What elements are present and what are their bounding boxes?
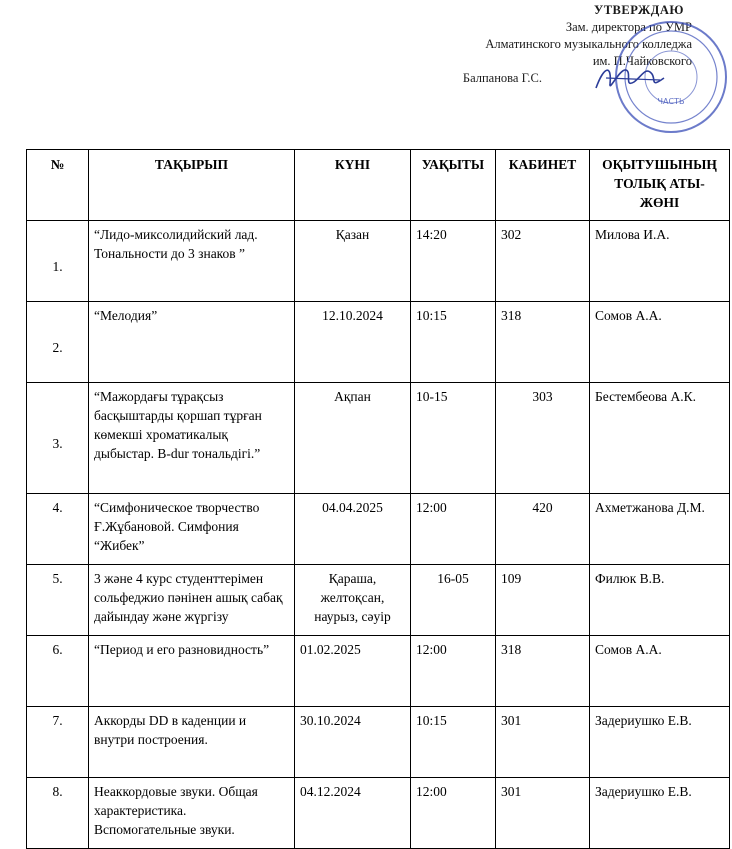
row-time: 16-05 <box>411 565 496 636</box>
row-topic: “Период и его разновидность” <box>89 636 295 707</box>
row-room: 302 <box>496 221 590 302</box>
row-time: 10:15 <box>411 302 496 383</box>
row-date: Қараша, желтоқсан, наурыз, сәуір <box>295 565 411 636</box>
approval-institution: Алматинского музыкального колледжа <box>485 37 692 51</box>
approval-institution-name: им. П.Чайковского <box>592 54 692 68</box>
table-header-row <box>27 150 730 221</box>
table-row <box>27 494 730 565</box>
row-number: 7. <box>27 707 89 778</box>
row-date: Ақпан <box>295 383 411 494</box>
header-room: КАБИНЕТ <box>496 150 590 221</box>
row-time: 14:20 <box>411 221 496 302</box>
header-number: № <box>27 150 89 221</box>
row-room: 318 <box>496 302 590 383</box>
approval-position: Зам. директора по УМР <box>565 20 692 34</box>
table-row <box>27 302 730 383</box>
row-topic: Неаккордовые звуки. Общая характеристика. Вспомогательные звуки. <box>89 778 295 849</box>
row-time: 10-15 <box>411 383 496 494</box>
row-number: 8. <box>27 778 89 849</box>
table-row <box>27 707 730 778</box>
approval-signatory: Балпанова Г.С. <box>462 71 542 85</box>
row-number: 5. <box>27 565 89 636</box>
row-number: 3. <box>27 383 89 494</box>
header-date: КҮНІ <box>295 150 411 221</box>
row-teacher: Бестембеова А.К. <box>590 383 730 494</box>
row-topic: “Мажордағы тұрақсыз басқыштарды қоршап тұрған көмекші хроматикалық дыбыстар. B-dur тональдігі.” <box>89 383 295 494</box>
schedule-table <box>26 149 730 849</box>
row-topic: “Мелодия” <box>89 302 295 383</box>
table-row <box>27 221 730 302</box>
row-number: 1. <box>27 221 89 302</box>
row-teacher: Задериушко Е.В. <box>590 778 730 849</box>
row-time: 10:15 <box>411 707 496 778</box>
row-teacher: Филюк В.В. <box>590 565 730 636</box>
row-teacher: Ахметжанова Д.М. <box>590 494 730 565</box>
row-time: 12:00 <box>411 494 496 565</box>
row-teacher: Сомов А.А. <box>590 302 730 383</box>
row-room: 301 <box>496 707 590 778</box>
row-date: 30.10.2024 <box>295 707 411 778</box>
row-date: 04.12.2024 <box>295 778 411 849</box>
row-teacher: Милова И.А. <box>590 221 730 302</box>
stamp-text: ЧАСТЬ <box>657 97 685 106</box>
row-topic: “Лидо-миксолидийский лад. Тональности до 3 знаков ” <box>89 221 295 302</box>
header-teacher: ОҚЫТУШЫНЫҢ ТОЛЫҚ АТЫ-ЖӨНІ <box>590 150 730 221</box>
row-time: 12:00 <box>411 778 496 849</box>
row-room: 318 <box>496 636 590 707</box>
row-date: 12.10.2024 <box>295 302 411 383</box>
row-topic: “Симфоническое творчество Ғ.Жұбановой. Симфония “Жибек” <box>89 494 295 565</box>
row-teacher: Задериушко Е.В. <box>590 707 730 778</box>
row-date: Қазан <box>295 221 411 302</box>
row-teacher: Сомов А.А. <box>590 636 730 707</box>
row-date: 01.02.2025 <box>295 636 411 707</box>
row-topic: 3 және 4 курс студенттерімен сольфеджио пәнінен ашық сабақ дайындау және жүргізу <box>89 565 295 636</box>
header-time: УАҚЫТЫ <box>411 150 496 221</box>
row-room: 303 <box>496 383 590 494</box>
row-room: 420 <box>496 494 590 565</box>
table-row <box>27 778 730 849</box>
table-row <box>27 383 730 494</box>
row-time: 12:00 <box>411 636 496 707</box>
row-room: 301 <box>496 778 590 849</box>
table-row <box>27 636 730 707</box>
row-number: 6. <box>27 636 89 707</box>
row-room: 109 <box>496 565 590 636</box>
table-row <box>27 565 730 636</box>
signature <box>590 58 670 98</box>
row-number: 4. <box>27 494 89 565</box>
row-topic: Аккорды DD в каденции и внутри построения. <box>89 707 295 778</box>
row-number: 2. <box>27 302 89 383</box>
approval-title: УТВЕРЖДАЮ <box>594 3 684 17</box>
row-date: 04.04.2025 <box>295 494 411 565</box>
header-topic: ТАҚЫРЫП <box>89 150 295 221</box>
